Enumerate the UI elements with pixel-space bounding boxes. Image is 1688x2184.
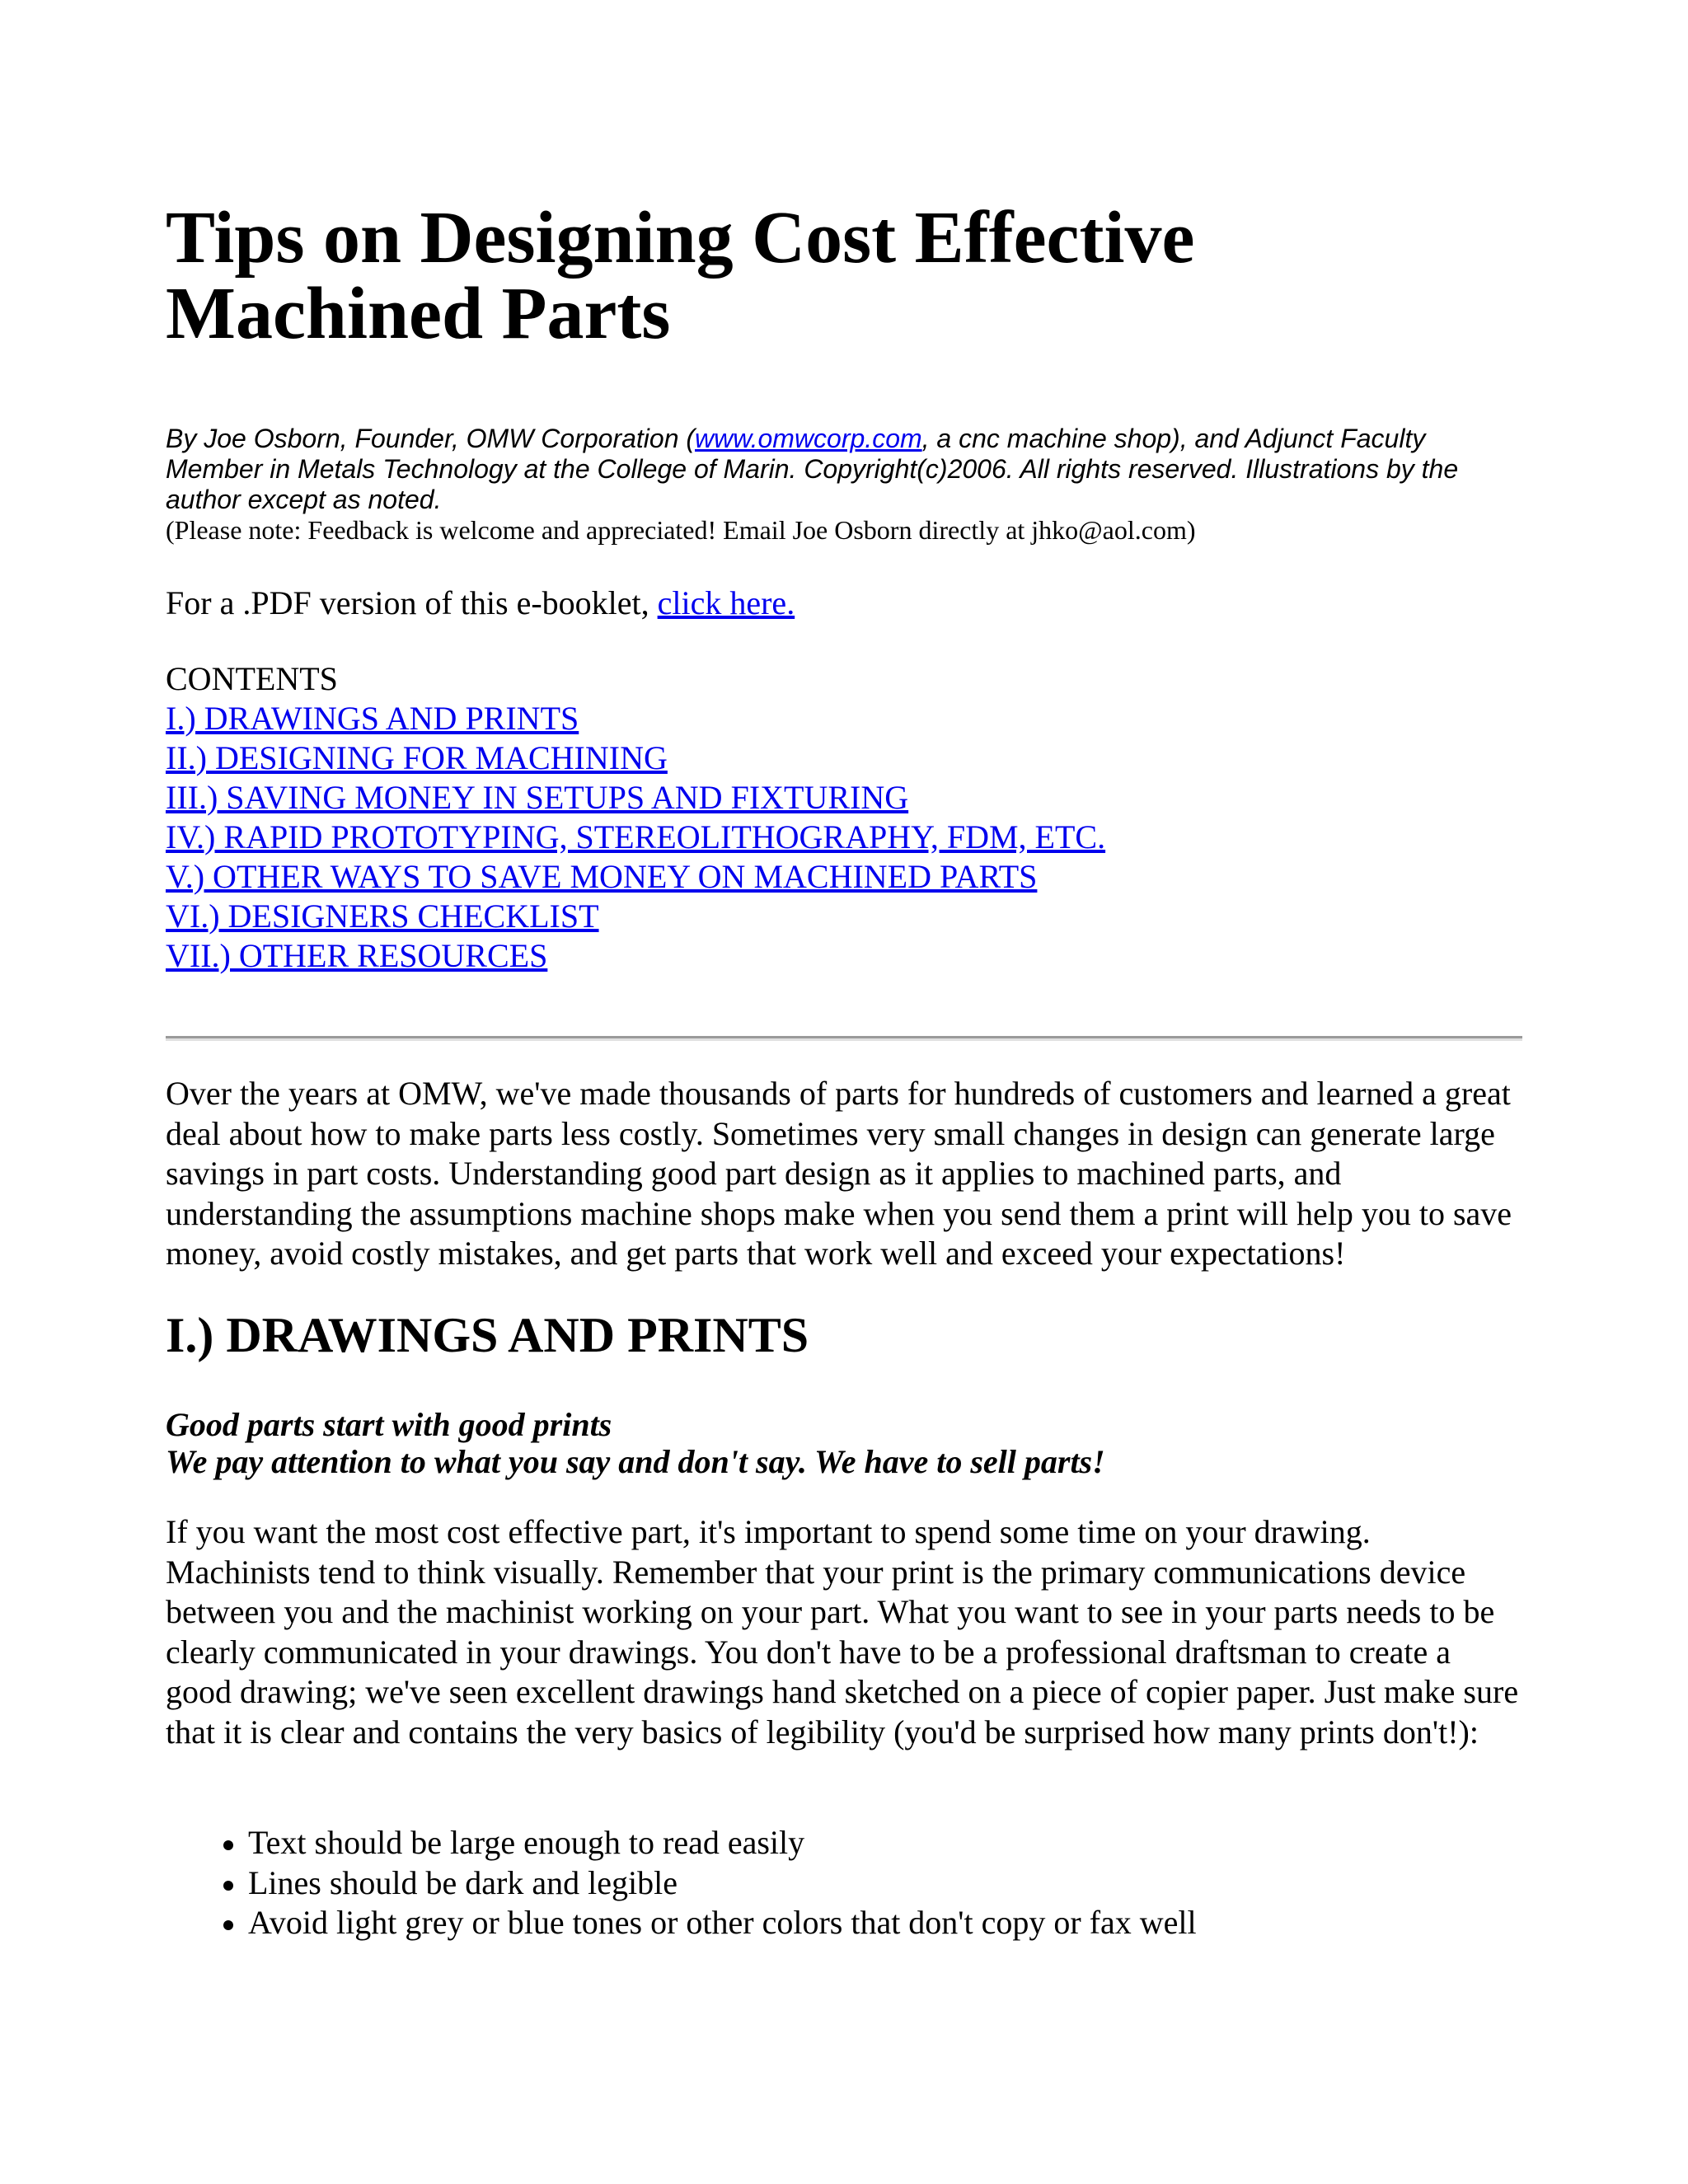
section-lead-line-2: We pay attention to what you say and don't say. We have to sell parts! — [166, 1443, 1105, 1480]
toc-link-other-resources[interactable]: VII.) OTHER RESOURCES — [166, 937, 548, 974]
page-title-line-1: Tips on Designing Cost Effective — [166, 197, 1195, 279]
list-item-text: Avoid light grey or blue tones or other colors that don't copy or fax well — [248, 1904, 1197, 1941]
toc-link-designing-for-machining[interactable]: II.) DESIGNING FOR MACHINING — [166, 739, 668, 776]
list-item-text: Text should be large enough to read easily — [248, 1824, 805, 1861]
author-byline — [166, 424, 1501, 515]
section-lead-line-1: Good parts start with good prints — [166, 1406, 612, 1443]
contents-heading: CONTENTS — [166, 660, 338, 697]
toc-link-other-ways-to-save[interactable]: V.) OTHER WAYS TO SAVE MONEY ON MACHINED PARTS — [166, 858, 1038, 895]
page-title-line-2: Machined Parts — [166, 273, 671, 354]
list-item — [166, 1823, 1197, 1863]
toc-link-setups-and-fixturing[interactable]: III.) SAVING MONEY IN SETUPS AND FIXTURING — [166, 779, 909, 816]
bullet-dot-icon — [223, 1881, 233, 1891]
toc-link-drawings-and-prints[interactable]: I.) DRAWINGS AND PRINTS — [166, 700, 579, 737]
table-of-contents — [166, 659, 1105, 976]
section-body-paragraph: If you want the most cost effective part, it's important to spend some time on your drawing. Machinists tend to think visually. Remember that your print is the primary communications device between you and the machinist working on your part. What you want to see in your parts needs to be clearly communicated in your drawings. You don't have to be a professional draftsman to create a good drawing; we've seen excellent drawings hand sketched on a piece of copier paper. Just make sure that it is clear and contains the very basics of legibility (you'd be surprised how many prints don't!): — [166, 1513, 1519, 1750]
pdf-version-text: For a .PDF version of this e-booklet, — [166, 584, 658, 621]
section-heading-drawings-and-prints: I.) DRAWINGS AND PRINTS — [166, 1308, 809, 1362]
pdf-version-line — [166, 583, 795, 623]
bullet-dot-icon — [223, 1840, 233, 1850]
byline-text-end: , a cnc machine shop), and Adjunct Faculty Member in Metals Technology at the College of Marin. Copyright(c)2006. All rights reserved. Illustrations by the author except as noted. — [166, 424, 1459, 514]
omwcorp-link[interactable]: www.omwcorp.com — [695, 424, 922, 453]
page-title — [166, 197, 1195, 354]
list-item — [166, 1903, 1197, 1943]
toc-link-rapid-prototyping[interactable]: IV.) RAPID PROTOTYPING, STEREOLITHOGRAPHY, FDM, ETC. — [166, 818, 1106, 855]
toc-link-designers-checklist[interactable]: VI.) DESIGNERS CHECKLIST — [166, 898, 599, 935]
section-lead — [166, 1406, 1105, 1480]
byline-text-start: By Joe Osborn, Founder, OMW Corporation ( — [166, 424, 696, 453]
pdf-download-link[interactable]: click here. — [657, 584, 795, 621]
legibility-bullet-list — [166, 1823, 1197, 1943]
list-item-text: Lines should be dark and legible — [248, 1863, 678, 1901]
horizontal-divider — [166, 1036, 1522, 1041]
intro-paragraph: Over the years at OMW, we've made thousands of parts for hundreds of customers and learned a great deal about how to make parts less costly. Sometimes very small changes in design can generate large savings in part costs. Understanding good part design as it applies to machined parts, and understanding the assumptions machine shops make when you send them a print will help you to save money, avoid costly mistakes, and get parts that work well and exceed your expectations! — [166, 1075, 1512, 1272]
bullet-dot-icon — [223, 1920, 233, 1930]
list-item — [166, 1863, 1197, 1904]
feedback-note: (Please note: Feedback is welcome and appreciated! Email Joe Osborn directly at jhko@aol.com) — [166, 515, 1196, 545]
